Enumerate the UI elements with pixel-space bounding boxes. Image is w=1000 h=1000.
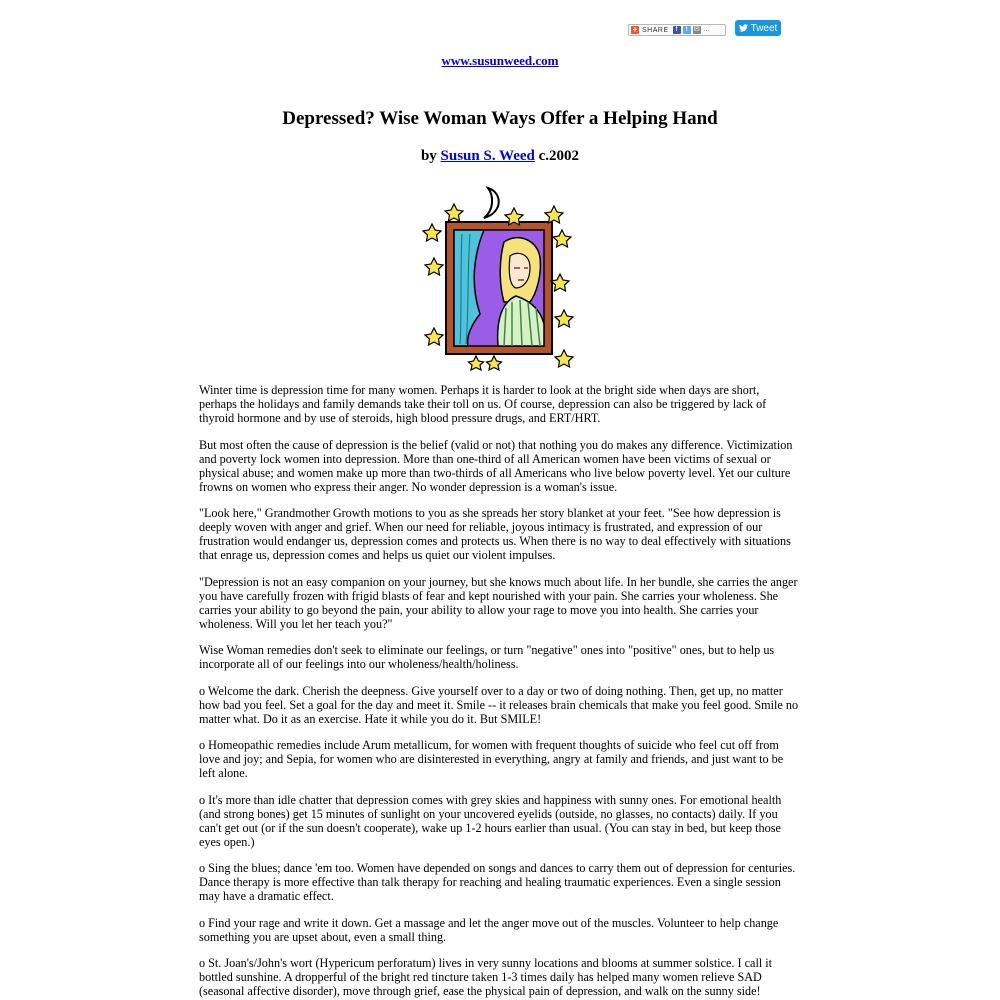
star-icon xyxy=(551,274,569,291)
addthis-share-button[interactable] xyxy=(628,24,726,36)
plus-icon: + xyxy=(632,25,638,34)
paragraph: "Depression is not an easy companion on your journey, but she knows much about life. In her bundle, she carries the anger you have carefully frozen with frigid blasts of fear and kept nourished with your pain. She carries your wholeness. She carries your ability to go beyond the pain, your ability to allow your rage to move you into health. She carries your wholeness. Will you let her teach you?" xyxy=(199,574,798,631)
twitter-icon: t xyxy=(683,26,691,34)
more-icon: … xyxy=(703,26,711,33)
star-icon xyxy=(425,328,443,345)
star-icon xyxy=(425,258,443,275)
share-service-icons xyxy=(673,26,711,34)
star-icon xyxy=(555,350,573,367)
site-link-container xyxy=(0,53,1000,69)
tweet-label: Tweet xyxy=(750,22,778,34)
moon-icon xyxy=(484,188,499,218)
paragraph: o Sing the blues; dance 'em too. Women have depended on songs and dances to carry them out of depression for centuries. Dance therapy is more effective than talk therapy for reaching and healing traumatic experiences. Even a single session may have a dramatic effect. xyxy=(199,861,796,903)
author-link[interactable]: Susun S. Weed xyxy=(440,148,535,164)
byline-prefix: by xyxy=(420,148,437,164)
article-title: Depressed? Wise Woman Ways Offer a Helping Hand xyxy=(282,108,718,129)
paragraph: Winter time is depression time for many women. Perhaps it is harder to look at the bright side when days are short, perhaps the holidays and family demands take their toll on us. Of course, depression can also be triggered by lack of thyroid hormone and by use of steroids, high blood pressure drugs, and ERT/HRT. xyxy=(199,383,767,425)
star-icon xyxy=(487,356,502,370)
paragraph: But most often the cause of depression is the belief (valid or not) that nothing you do makes any difference. Victimization and poverty lock women into depression. More than one-third of all American women have been victims of sexual or physical abuse; and women make up more than two-thirds of all Americans who live below poverty level. Yet our culture frowns on women who express their anger. No wonder depression is a woman's issue. xyxy=(199,437,793,494)
paragraph: o Homeopathic remedies include Arum metallicum, for women with frequent thoughts of suicide who feel cut off from love and joy; and Sepia, for women who are disinterested in everything, angry at family and friends, and just want to be left alone. xyxy=(199,738,784,780)
star-icon xyxy=(445,204,463,221)
woman-at-window-illustration xyxy=(422,184,578,372)
paragraph: o Find your rage and write it down. Get a massage and let the anger move out of the muscles. Volunteer to help change something you are upset about, even a small thing. xyxy=(199,915,779,944)
tweet-button[interactable] xyxy=(735,20,781,36)
byline-suffix: c.2002 xyxy=(538,148,580,164)
star-icon xyxy=(423,224,441,241)
paragraph: o Welcome the dark. Cherish the deepness. Give yourself over to a day or two of doing nothing. Then, get up, no matter how bad you feel. Set a goal for the day and meet it. Smile -- it releases brain chemicals that make you feel good. Smile no matter what. Do it as an exercise. Hate it while you do it. But SMILE! xyxy=(199,683,799,726)
byline xyxy=(0,148,1000,165)
site-link[interactable]: www.susunweed.com xyxy=(441,53,559,68)
share-label: SHARE xyxy=(642,26,669,34)
paragraph: "Look here," Grandmother Growth motions to you as she spreads her story blanket at your feet. "See how depression is deeply woven with anger and grief. When our need for reliable, joyous intimacy is frustrated, and expression of our frustration would endanger us, depression comes and protects us. When there is no way to deal effectively with situations that enrage us, depression comes and helps us quiet our violent impulses. xyxy=(199,506,791,562)
email-icon: ✉ xyxy=(693,26,700,33)
paragraph: o It's more than idle chatter that depression comes with grey skies and happiness with sunny ones. For emotional health (and strong bones) get 15 minutes of sunlight on your uncovered eyelids (outside, no glasses, no contacts) daily. If you can't get out (or if the sun doesn't cooperate), wake up 1-2 hours earlier than usual. (You can stay in bed, but keep those eyes open.) xyxy=(199,792,782,849)
facebook-icon: f xyxy=(673,26,681,34)
star-icon xyxy=(545,206,563,223)
star-icon xyxy=(553,230,571,247)
article-body xyxy=(199,383,800,1000)
star-icon xyxy=(469,356,484,370)
paragraph: o St. Joan's/John's wort (Hypericum perforatum) lives in very sunny locations and blooms at summer solstice. I call it bottled sunshine. A dropperful of the bright red tincture taken 1-3 times daily has helped many women relieve SAD (seasonal affective disorder), move through grief, ease the physical pain of depression, and walk on the sunny side! xyxy=(199,956,773,998)
twitter-bird-icon xyxy=(739,24,748,32)
paragraph: Wise Woman remedies don't seek to eliminate our feelings, or turn "negative" ones into "positive" ones, but to help us incorporate all of our feelings into our wholeness/health/holiness. xyxy=(199,643,775,671)
star-icon xyxy=(555,310,573,327)
